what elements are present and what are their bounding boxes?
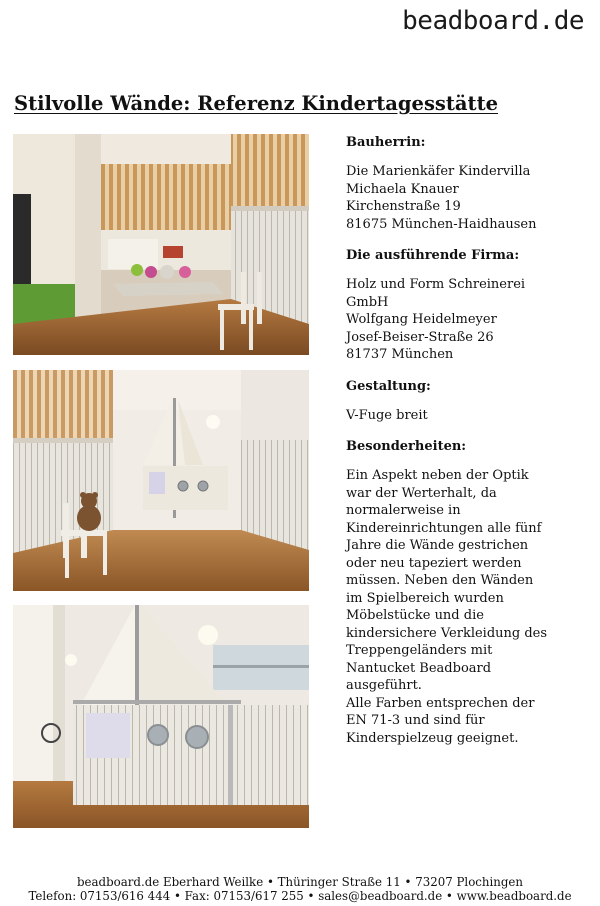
special-line: ausgeführt. xyxy=(346,678,422,693)
owner-line: Die Marienkäfer Kindervilla xyxy=(346,164,531,179)
owner-address xyxy=(346,163,590,233)
owner-heading: Bauherrin: xyxy=(346,135,426,150)
special-line: Ein Aspekt neben der Optik xyxy=(346,468,529,483)
firm-line: 81737 München xyxy=(346,347,454,362)
page-title: Stilvolle Wände: Referenz Kindertagesstätte xyxy=(14,92,498,115)
firm-address xyxy=(346,276,590,364)
special-heading: Besonderheiten: xyxy=(346,439,467,454)
owner-line: Michaela Knauer xyxy=(346,181,459,197)
owner-line: Kirchenstraße 19 xyxy=(346,199,461,214)
footer-address: beadboard.de Eberhard Weilke • Thüringer Straße 11 • 73207 Plochingen xyxy=(76,875,524,889)
photo-playroom xyxy=(13,134,309,355)
photo-teddy-ship xyxy=(13,370,309,591)
special-line: EN 71-3 und sind für xyxy=(346,713,485,728)
photo-portholes xyxy=(13,605,309,828)
project-info xyxy=(346,134,590,761)
special-line: Jahre die Wände gestrichen xyxy=(346,538,529,553)
special-line: oder neu tapeziert werden xyxy=(346,555,522,571)
firm-line: GmbH xyxy=(346,294,389,310)
special-line: Nantucket Beadboard xyxy=(346,660,492,676)
special-line: Alle Farben entsprechen der xyxy=(346,695,535,711)
special-line: Kinderspielzeug geeignet. xyxy=(346,730,519,746)
photo-portholes-icon xyxy=(13,605,309,828)
special-line: Möbelstücke und die xyxy=(346,608,484,623)
special-line: Kindereinrichtungen alle fünf xyxy=(346,520,542,536)
firm-line: Holz und Form Schreinerei xyxy=(346,277,526,292)
firm-line: Wolfgang Heidelmeyer xyxy=(346,312,497,327)
design-text: V-Fuge breit xyxy=(346,407,428,423)
owner-line: 81675 München-Haidhausen xyxy=(346,216,537,232)
special-text xyxy=(346,467,590,747)
special-line: im Spielbereich wurden xyxy=(346,590,504,606)
brand-logo: beadboard.de xyxy=(402,6,584,36)
footer-contact: Telefon: 07153/616 444 • Fax: 07153/617 255 • sales@beadboard.de • www.beadboard.de xyxy=(28,889,572,903)
special-line: kindersichere Verkleidung des xyxy=(346,625,548,641)
special-line: Treppengeländers mit xyxy=(346,643,493,658)
photo-room-icon xyxy=(13,134,309,355)
photo-ship-icon xyxy=(13,370,309,591)
special-line: war der Werterhalt, da xyxy=(346,485,497,501)
firm-line: Josef-Beiser-Straße 26 xyxy=(346,329,494,345)
firm-heading: Die ausführende Firma: xyxy=(346,248,520,263)
special-line: müssen. Neben den Wänden xyxy=(346,573,534,588)
design-heading: Gestaltung: xyxy=(346,378,431,394)
special-line: normalerweise in xyxy=(346,503,461,518)
